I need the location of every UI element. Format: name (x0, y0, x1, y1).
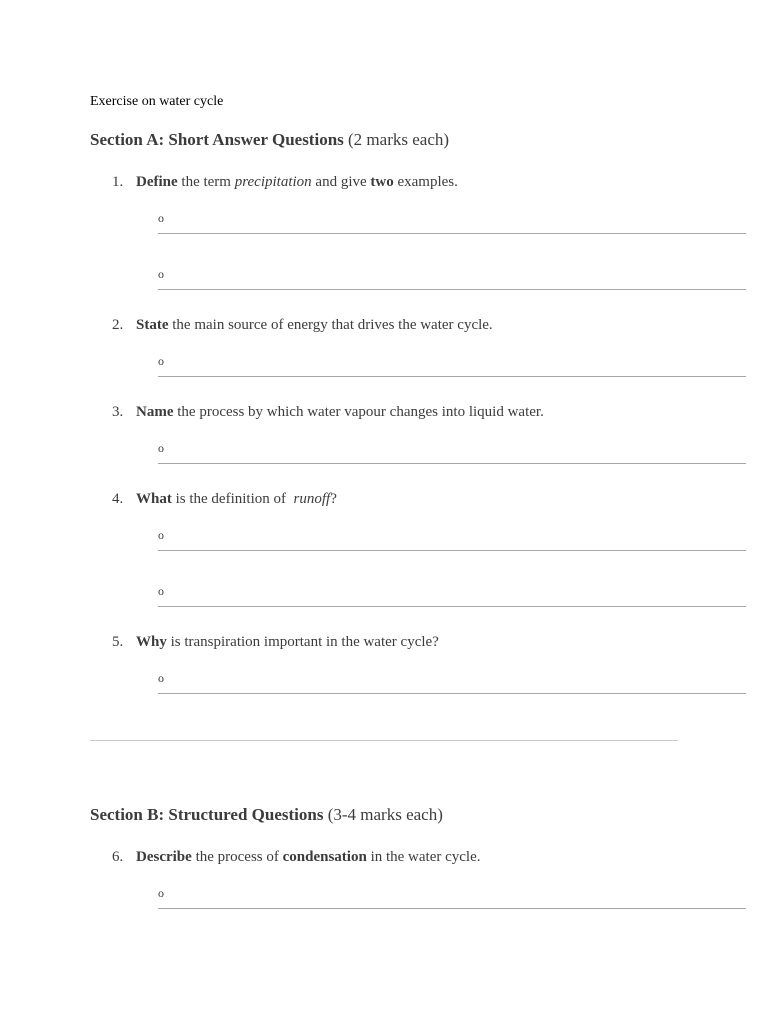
question-text-part: in the water cycle. (366, 849, 481, 865)
question-number: 1. (112, 174, 124, 190)
bullet-icon: o (158, 584, 164, 598)
section-divider (90, 740, 678, 741)
question-number: 4. (112, 491, 124, 507)
answer-line-3[interactable] (158, 441, 746, 464)
bullet-icon: o (158, 671, 164, 685)
bullet-icon: o (158, 441, 164, 455)
question-text-part: ? (330, 491, 337, 507)
question-text-part: is the definition of (171, 491, 294, 507)
question-keyword: What (136, 491, 172, 507)
section-b-marks: (3-4 marks each) (327, 805, 443, 824)
question-number: 6. (112, 849, 124, 865)
section-a-heading (90, 130, 449, 150)
question-text-part: is transpiration important in the water cycle? (166, 634, 439, 650)
bullet-icon: o (158, 211, 164, 225)
question-text-part: examples. (393, 174, 458, 190)
bullet-icon: o (158, 528, 164, 542)
question-text (136, 634, 439, 651)
bullet-icon: o (158, 354, 164, 368)
question-text (136, 491, 337, 508)
document-title: Exercise on water cycle (90, 94, 224, 109)
section-b-heading (90, 805, 443, 825)
question-keyword: Name (136, 404, 174, 420)
answer-line-5[interactable] (158, 671, 746, 694)
question-term: precipitation (234, 174, 312, 190)
question-term: runoff (293, 491, 331, 507)
question-keyword: Define (136, 174, 178, 190)
question-number: 3. (112, 404, 124, 420)
answer-line-4b[interactable] (158, 584, 746, 607)
question-text (136, 317, 493, 334)
question-number: 5. (112, 634, 124, 650)
answer-line-1b[interactable] (158, 267, 746, 290)
question-number: 2. (112, 317, 124, 333)
question-keyword: Why (136, 634, 167, 650)
section-b-title: Section B: Structured Questions (90, 805, 324, 824)
answer-line-1a[interactable] (158, 211, 746, 234)
question-text (136, 174, 458, 191)
answer-line-6[interactable] (158, 886, 746, 909)
question-text-part: the term (177, 174, 235, 190)
bullet-icon: o (158, 267, 164, 281)
question-text (136, 849, 481, 866)
question-keyword: Describe (136, 849, 192, 865)
question-emphasis: condensation (282, 849, 367, 865)
question-text-part: the process of (191, 849, 283, 865)
answer-line-4a[interactable] (158, 528, 746, 551)
question-text-part: and give (311, 174, 371, 190)
bullet-icon: o (158, 886, 164, 900)
question-text-part: the main source of energy that drives the water cycle. (168, 317, 493, 333)
question-emphasis: two (370, 174, 394, 190)
answer-line-2[interactable] (158, 354, 746, 377)
section-a-title: Section A: Short Answer Questions (90, 130, 344, 149)
question-keyword: State (136, 317, 169, 333)
question-text (136, 404, 544, 421)
question-text-part: the process by which water vapour changes into liquid water. (173, 404, 544, 420)
section-a-marks: (2 marks each) (348, 130, 450, 149)
